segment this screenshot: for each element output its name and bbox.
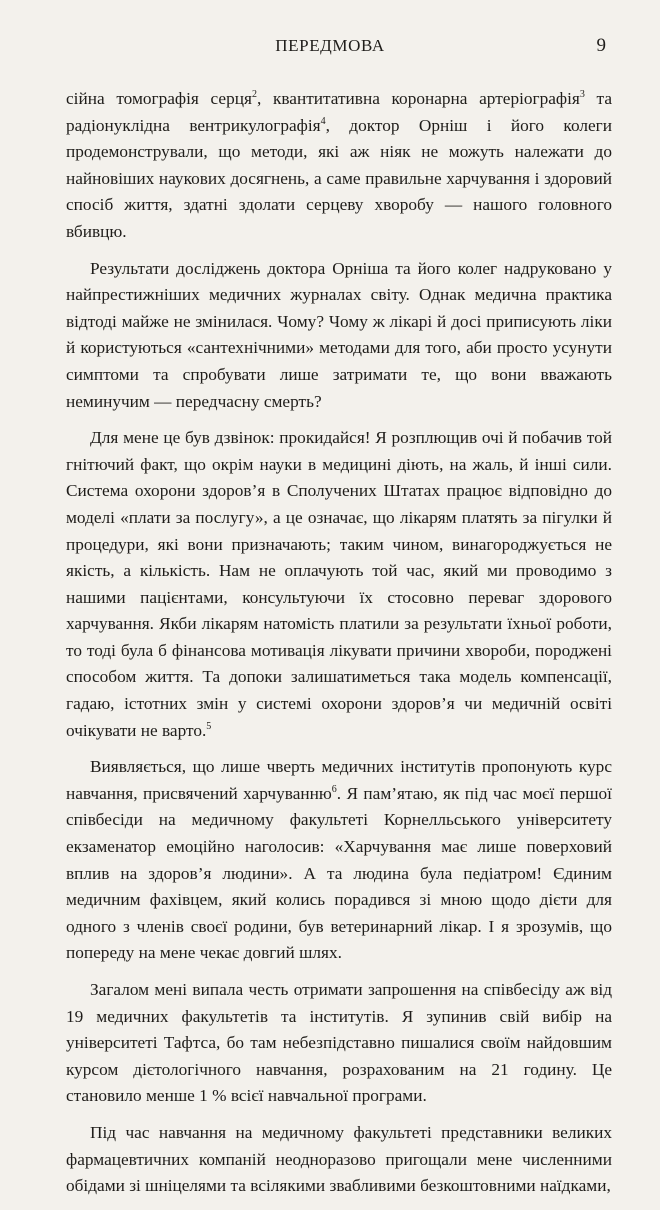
text-run: Для мене це був дзвінок: прокидайся! Я розплющив очі й побачив той гнітючий факт, що окрім науки в медицині діють, на жаль, й інші сили. Система охорони здоров’я в Сполучених Штатах працює відповідно до моделі «плати за послугу», а це означає, що лікарям платять за пігулки й процедури, які вони призначають; таким чином, винагороджується не якість, а кількість. Нам не оплачують той час, який ми проводимо з нашими пацієнтами, консультуючи їх стосовно переваг здорового харчування. Якби лікарям натомість платили за результати їхньої роботи, то тоді була б фінансова мотивація лікувати причини хвороби, породжені способом життя. Та допоки залишатиметься така модель компенсації, гадаю, істотних змін у системі охорони здоров’я чи медичній освіті очікувати не варто. [66,428,612,740]
paragraph [66,425,612,744]
page-number: 9 [596,35,606,56]
text-run: Загалом мені випала честь отримати запрошення на співбесіду аж від 19 медичних факультетів та інститутів. Я зупинив свій вибір на університеті Тафтса, бо там небезпідставно пишалися своїм найдовшим курсом дієтологічного навчання, розрахованим на 21 годину. Це становило менше 1 % всієї навчальної програми. [66,980,612,1106]
running-header [0,36,660,60]
body-text [66,86,612,1210]
footnote-ref[interactable]: 5 [206,720,212,732]
text-run: Результати досліджень доктора Орніша та його колег надруковано у найпрестижніших медичних журналах світу. Однак медична практика відтоді майже не змінилася. Чому? Чому ж лікарі й досі приписують ліки й користуються «сантехнічними» методами для того, аби просто усунути симптоми та спробувати лише затримати те, що вони вважають неминучим — передчасну смерть? [66,258,612,411]
footnote-ref[interactable]: 3 [579,89,585,101]
text-run: Виявляється, що лише чверть медичних інститутів пропонують курс навчання, присвячений харчуванню [66,757,612,803]
chapter-title: ПЕРЕДМОВА [275,36,385,55]
text-run: та радіонуклідна вентрикулографія [66,89,612,135]
text-run: сійна томографія серця [66,89,252,108]
text-run: , доктор Орніш і його колеги продемонстрували, що методи, які аж ніяк не можуть належати до найновіших наукових досягнень, а саме правильне харчування і здоровий спосіб життя, здатні здолати серцеву хворобу — нашого головного вбивцю. [66,115,612,241]
text-run: Під час навчання на медичному факультеті представники великих фармацевтичних компаній неодноразово пригощали мене численними обідами зі шніцелями та всілякими звабливими безкоштовними наїдками, [66,1122,612,1196]
paragraph [66,1120,612,1200]
paragraph [66,754,612,967]
footnote-ref[interactable]: 6 [331,784,337,796]
paragraph [66,977,612,1110]
footnote-ref[interactable]: 2 [251,89,257,101]
paragraph [66,86,612,246]
text-run: , квантитативна коронарна артеріографія [256,89,580,108]
paragraph [66,256,612,416]
text-run: . Я пам’ятаю, як під час моєї першої співбесіди на медичному факультеті Корнелльського університету екзаменатор емоційно наголосив: «Харчування має лише поверховий вплив на здоров’я людини». А та людина була педіатром! Єдиним медичним фахівцем, який колись порадився зі мною щодо дієти для одного з членів своєї родини, був ветеринарний лікар. І я зрозумів, що попереду на мене чекає довгий шлях. [66,783,612,963]
footnote-ref[interactable]: 4 [320,115,326,127]
